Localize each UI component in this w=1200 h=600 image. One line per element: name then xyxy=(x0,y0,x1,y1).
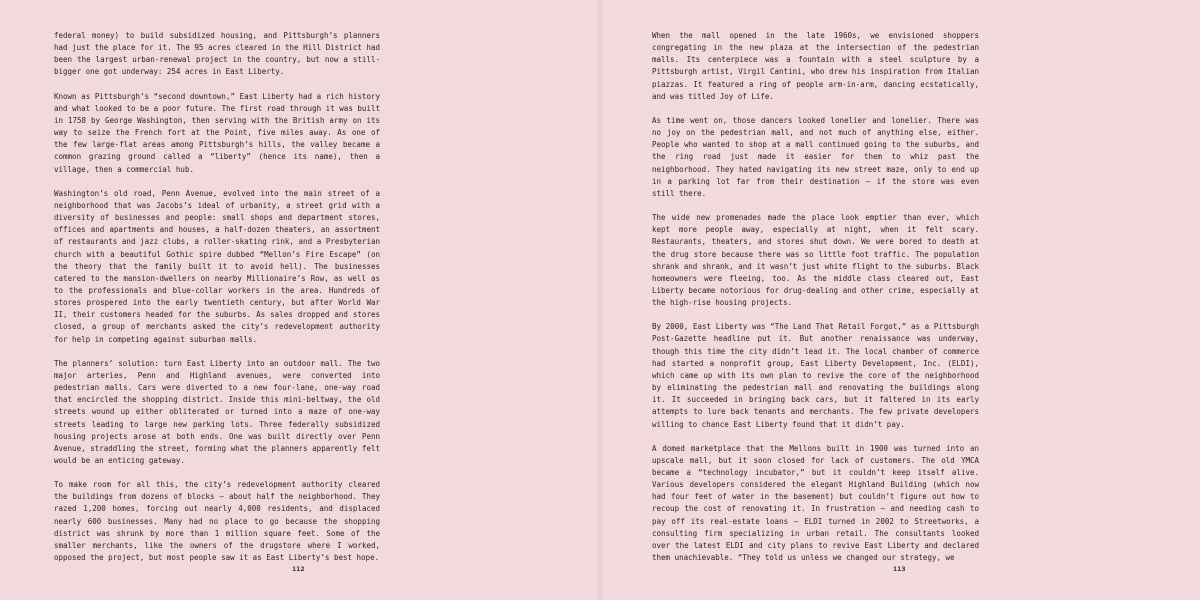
page-number: 112 xyxy=(292,566,305,573)
paragraph: As time went on, those dancers looked lonelier and lonelier. There was no joy on the pedestrian mall, and not much of anything else, either. People who wanted to shop at a mall continued going to the suburbs, and the ring road just made it easier for them to whiz past the neighborhood. They hated navigating its new street maze, only to end up in a parking lot far from their destination — if the store was even still there. xyxy=(652,115,979,198)
left-page-text xyxy=(54,30,380,576)
paragraph: Washington’s old road, Penn Avenue, evolved into the main street of a neighborhood that was Jacobs’s ideal of urbanity, a street grid with a diversity of businesses and people: small shops and department stores, offices and apartments and houses, a half-dozen theaters, an assortment of restaurants and jazz clubs, a roller-skating rink, and a Presbyterian church with a beautiful Gothic spire dubbed “Mellon’s Fire Escape” (on the theory that the family built it to avoid hell). The businesses catered to the mansion-dwellers on nearby Millionaire’s Row, as well as to the professionals and blue-collar workers in the area. Hundreds of stores prospered into the early twentieth century, but after World War II, their customers headed for the suburbs. As sales dropped and stores closed, a group of merchants asked the city’s redevelopment authority for help in competing against suburban malls. xyxy=(54,188,380,344)
paragraph: Known as Pittsburgh’s “second downtown,” East Liberty had a rich history and what looked to be a poor future. The first road through it was built in 1758 by George Washington, then serving with the British army on its way to seize the French fort at the Point, five miles away. As one of the few large-flat areas among Pittsburgh’s hills, the valley became a common grazing ground called a “liberty” (hence its name), then a village, then a commercial hub. xyxy=(54,91,380,174)
paragraph: By 2000, East Liberty was “The Land That Retail Forgot,” as a Pittsburgh Post-Gazette headline put it. But another renaissance was underway, though this time the city didn’t lead it. The local chamber of commerce had started a nonprofit group, East Liberty Development, Inc. (ELDI), which came up with its own plan to revive the core of the neighborhood by eliminating the pedestrian mall and renovating the buildings along it. It succeeded in bringing back cars, but it faltered in its early attempts to lure back tenants and merchants. The few private developers willing to chance East Liberty found that it didn’t pay. xyxy=(652,322,979,429)
right-page xyxy=(600,0,1200,600)
paragraph: A domed marketplace that the Mellons built in 1900 was turned into an upscale mall, but it soon closed for lack of customers. The old YMCA became a “technology incubator,” but it couldn’t keep itself alive. Various developers considered the elegant Highland Building (which now had four feet of water in the basement) but couldn’t figure out how to recoup the cost of renovating it. In frustration — and needing cash to pay off its real-estate loans — ELDI turned in 2002 to Streetworks, a consulting firm specializing in urban retail. The consultants looked over the latest ELDI and city plans to revive East Liberty and declared them unachievable. “They told us unless we changed our strategy, we xyxy=(652,443,979,563)
paragraph: To make room for all this, the city’s redevelopment authority cleared the buildings from dozens of blocks — about half the neighborhood. They razed 1,200 homes, forcing out nearly 4,000 residents, and displaced nearly 600 businesses. Many had no place to go because the shopping district was shrunk by more than 1 million square feet. Some of the smaller merchants, like the owners of the drugstore where I worked, opposed the project, but most people saw it as East Liberty’s best hope. xyxy=(54,480,380,563)
book-gutter xyxy=(597,0,603,600)
paragraph: The planners’ solution: turn East Liberty into an outdoor mall. The two major arteries, Penn and Highland avenues, were converted into pedestrian malls. Cars were diverted to a new four-lane, one-way road that encircled the shopping district. Inside this mini-beltway, the old streets wound up either obliterated or turned into a maze of one-way streets leading to large new parking lots. Three federally subsidized housing projects arose at both ends. One was built directly over Penn Avenue, straddling the street, forming what the planners apparently felt would be an enticing gateway. xyxy=(54,358,380,465)
paragraph: When the mall opened in the late 1960s, we envisioned shoppers congregating in the new plaza at the intersection of the pedestrian malls. Its centerpiece was a fountain with a steel sculpture by a Pittsburgh artist, Virgil Cantini, who drew his inspiration from Italian piazzas. It featured a ring of people arm-in-arm, dancing ecstatically, and was titled Joy of Life. xyxy=(652,31,979,101)
paragraph: The wide new promenades made the place look emptier than ever, which kept more people away, especially at night, when it felt scary. Restaurants, theaters, and stores shut down. We were bored to death at the drug store because there was so little foot traffic. The population shrank and shrank, and it wasn’t just white flight to the suburbs. Black homeowners were fleeing, too. As the middle class cleared out, East Liberty became notorious for drug-dealing and other crime, especially at the high-rise housing projects. xyxy=(652,213,979,308)
right-page-text xyxy=(652,30,979,576)
page-number: 113 xyxy=(893,566,906,573)
paragraph: federal money) to build subsidized housing, and Pittsburgh’s planners had just the place for it. The 95 acres cleared in the Hill District had been the largest urban-renewal project in the country, but now a still-bigger one got underway: 254 acres in East Liberty. xyxy=(54,31,380,77)
